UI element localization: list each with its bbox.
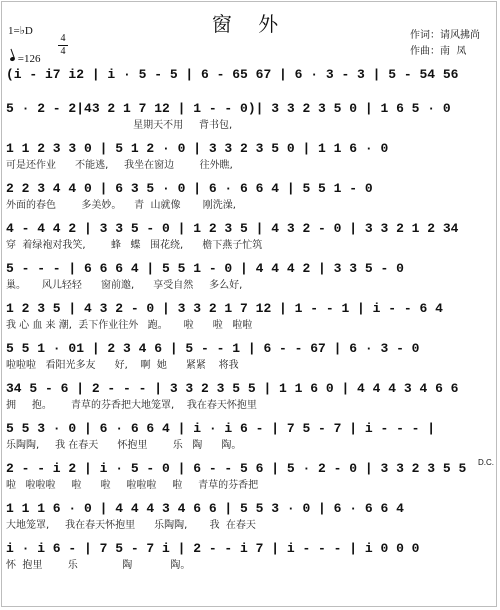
notation-line: i · i 6 - | 7 5 - 7 i | 2 - - i 7 | i - - - | i 0 0 0 [6,541,420,556]
time-signature [58,34,68,57]
dc-marking: D.C. [478,458,494,467]
tempo-value: =126 [17,53,41,65]
score-row [6,64,492,100]
notation-line: 2 - - i 2 | i · 5 - 0 | 6 - - 5 6 | 5 · 2 - 0 | 3 3 2 3 5 5 [6,461,467,476]
time-signature-top: 4 [60,33,66,44]
composer-credit: 作曲：南 凤 [410,46,467,57]
notation-line: 1 2 3 5 | 4 3 2 - 0 | 3 3 2 1 7 12 | 1 - - 1 | i - - 6 4 [6,301,443,316]
lyrics-line: 我 心 血 来 潮, 丢下作业往外 跑。 啦 啦 啦啦 [6,320,253,331]
score-row [6,418,492,454]
notation-line: 34 5 - 6 | 2 - - - | 3 3 2 3 5 5 | 1 1 6 0 | 4 4 4 3 4 6 6 [6,381,459,396]
notation-line: 1 1 2 3 3 0 | 5 1 2 · 0 | 3 3 2 3 5 0 | 1 1 6 · 0 [6,141,389,156]
score-row [6,338,492,374]
notation-line: 4 - 4 4 2 | 3 3 5 - 0 | 1 2 3 5 | 4 3 2 - 0 | 3 3 2 1 2 34 [6,221,459,236]
score-row [6,178,492,214]
notation-line: 5 5 3 · 0 | 6 · 6 6 4 | i · i 6 - | 7 5 - 7 | i - - - | [6,421,436,436]
score-row [6,298,492,334]
score-row [6,538,492,574]
lyrics-line: 巢。 风儿轻轻 窗前邀, 享受自然 多么好, [6,280,243,291]
lyrics-line [6,84,492,99]
notation-line: 1 1 1 6 · 0 | 4 4 4 3 4 6 6 | 5 5 3 · 0 | 6 · 6 6 4 [6,501,404,516]
score-row [6,138,492,174]
lyrics-line: 乐陶陶, 我 在春天 怀抱里 乐 陶 陶。 [6,440,242,451]
lyrics-line: 啦 啦啦啦 啦 啦 啦啦啦 啦 青草的芬香把 [6,480,259,491]
quarter-note-icon [9,56,15,61]
notation-line: (i - i7 i2 | i · 5 - 5 | 6 - 65 67 | 6 · 3 - 3 | 5 - 54 56 [6,67,459,82]
score-row [6,218,492,254]
notation-line: 2 2 3 4 4 0 | 6 3 5 · 0 | 6 · 6 6 4 | 5 5 1 - 0 [6,181,373,196]
lyrics-line: 外面的春色 多美妙。 青 山就像 刚洗澡, [6,200,236,211]
lyrics-line: 拥 抱。 青草的芬香把大地笼罩, 我在春天怀抱里 [6,400,257,411]
lyricist-credit: 作词：请风拂尚 [410,30,480,41]
key-signature: 1=♭D [8,25,33,37]
lyrics-line: 大地笼罩, 我在春天怀抱里 乐陶陶, 我 在春天 [6,520,256,531]
score-row [6,498,492,534]
score-header [0,0,500,66]
lyrics-line: 啦啦啦 看阳光多友 好, 啊 她 紧紧 将我 [6,360,239,371]
lyrics-line: 穿 着绿袍对我笑, 蜂 蝶 围花绕, 檐下燕子忙筑 [6,240,263,251]
credits [410,28,480,60]
notation-line: 5 5 1 · 01 | 2 3 4 6 | 5 - - 1 | 6 - - 67 | 6 · 3 - 0 [6,341,420,356]
notation-line: 5 · 2 - 2|43 2 1 7 12 | 1 - - 0)| 3 3 2 3 5 0 | 1 6 5 · 0 [6,101,451,116]
key-and-meter [8,20,78,64]
score-row [6,98,492,134]
lyrics-line: 怀 抱里 乐 陶 陶。 [6,560,191,571]
notation-line: 5 - - - | 6 6 6 4 | 5 5 1 - 0 | 4 4 4 2 | 3 3 5 - 0 [6,261,404,276]
score-row [6,378,492,414]
lyrics-line: 可是还作业 不能逃, 我坐在窗边 往外瞧, [6,160,233,171]
time-signature-bottom: 4 [60,46,66,57]
score-row [6,458,492,494]
song-title: 窗 外 [211,12,289,36]
lyrics-line: 星期天不用 背书包, [6,120,233,131]
score-row [6,258,492,294]
